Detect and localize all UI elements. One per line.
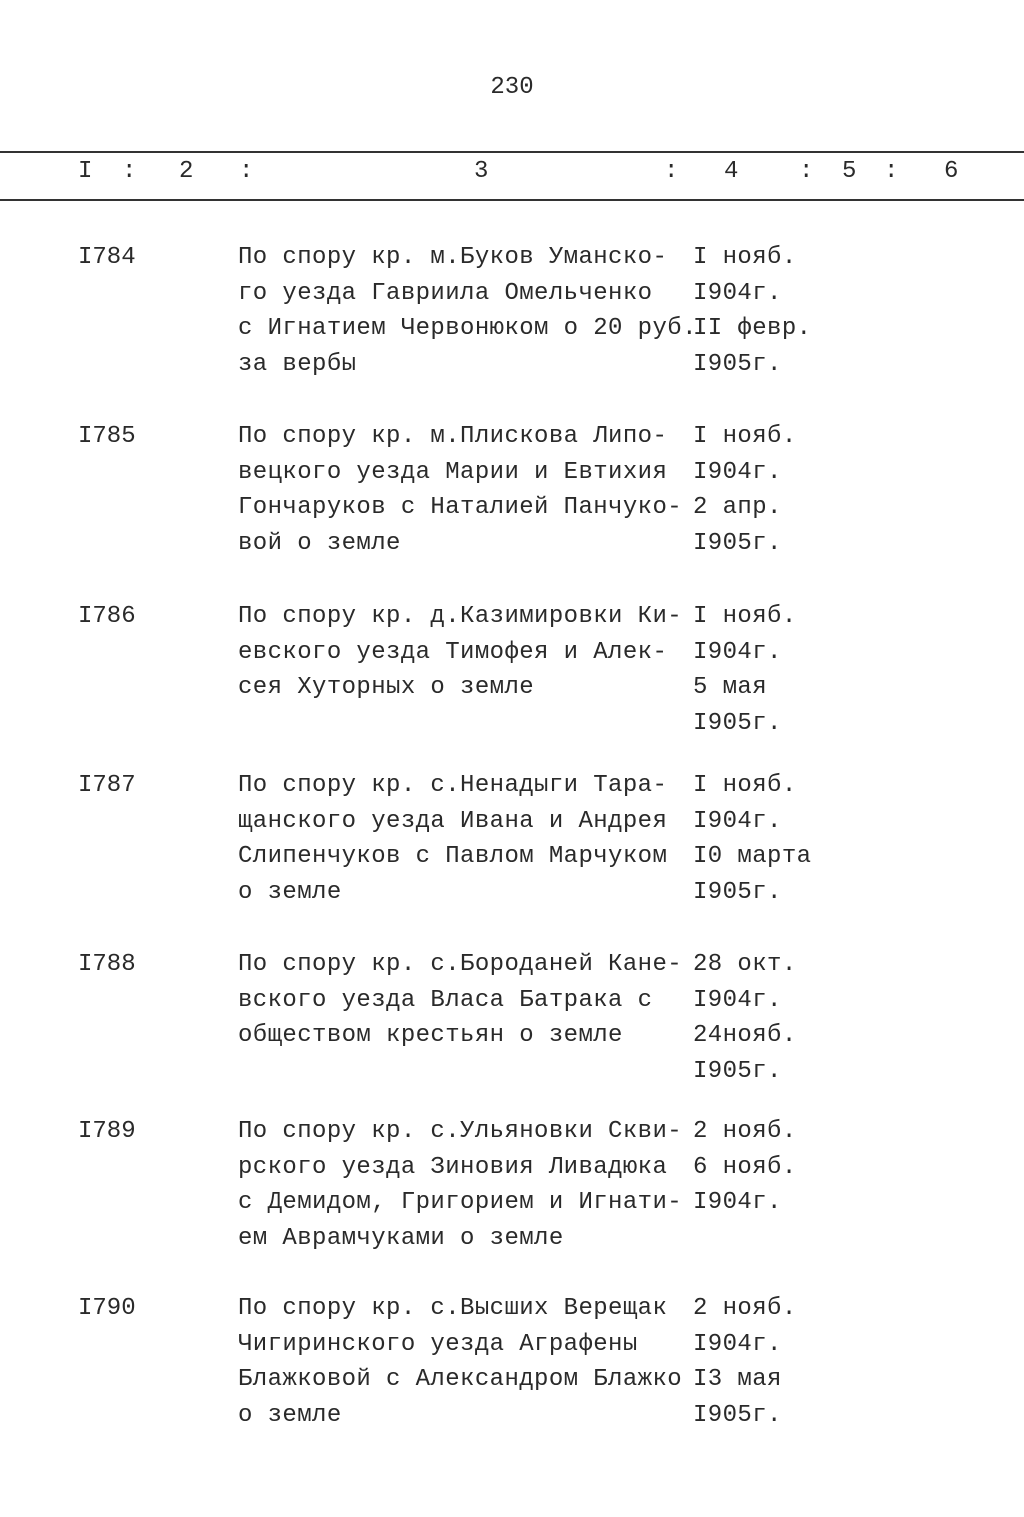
- date-line: I904г.: [693, 986, 782, 1014]
- description-line: за вербы: [238, 350, 357, 378]
- date-line: I904г.: [693, 1330, 782, 1358]
- date-line: I3 мая: [693, 1366, 782, 1394]
- entry-dates: [693, 947, 797, 1089]
- entry-number: I785: [78, 423, 136, 450]
- description-line: По спору кр. м.Буков Уманско-: [238, 244, 668, 271]
- date-line: 6 нояб.: [693, 1153, 797, 1181]
- header-top-rule: [0, 151, 1024, 153]
- description-line: По спору кр. м.Плискова Липо-: [238, 423, 668, 450]
- column-separator: :: [122, 158, 137, 185]
- description-line: ем Аврамчуками о земле: [238, 1224, 564, 1252]
- description-line: вецкого уезда Марии и Евтихия: [238, 458, 668, 486]
- entry-description: [238, 1114, 682, 1256]
- header-bottom-rule: [0, 199, 1024, 201]
- column-separator: :: [664, 158, 679, 185]
- entry-dates: [693, 1114, 797, 1221]
- date-line: II февр.: [693, 315, 812, 343]
- page-number: 230: [490, 74, 534, 101]
- entry-number: I790: [78, 1295, 136, 1322]
- description-line: По спору кр. с.Высших Верещак: [238, 1295, 668, 1322]
- date-line: I905г.: [693, 1401, 782, 1429]
- description-line: сея Хуторных о земле: [238, 674, 535, 702]
- description-line: Блажковой с Александром Блажко: [238, 1366, 683, 1394]
- date-line: I нояб.: [693, 603, 797, 630]
- date-line: I904г.: [693, 458, 782, 486]
- column-header-2: 2: [179, 158, 194, 185]
- description-line: щанского уезда Ивана и Андрея: [238, 807, 668, 835]
- description-line: По спору кр. с.Ульяновки Скви-: [238, 1118, 683, 1145]
- entry-dates: [693, 419, 797, 561]
- entry-number: I787: [78, 772, 136, 799]
- entry-description: [238, 599, 682, 706]
- date-line: I905г.: [693, 1057, 782, 1085]
- description-line: о земле: [238, 878, 342, 906]
- entry-description: [238, 419, 682, 561]
- entry-number: I784: [78, 244, 136, 271]
- column-header-5: 5: [842, 158, 857, 185]
- description-line: обществом крестьян о земле: [238, 1022, 623, 1050]
- date-line: I нояб.: [693, 423, 797, 450]
- description-line: го уезда Гавриила Омельченко: [238, 279, 653, 307]
- column-separator: :: [799, 158, 814, 185]
- entry-description: [238, 947, 682, 1054]
- date-line: 5 мая: [693, 674, 768, 702]
- entry-number: I789: [78, 1118, 136, 1145]
- date-line: I нояб.: [693, 772, 797, 799]
- description-line: рского уезда Зиновия Ливадюка: [238, 1153, 668, 1181]
- date-line: 2 нояб.: [693, 1295, 797, 1322]
- entry-dates: [693, 599, 797, 741]
- date-line: 28 окт.: [693, 951, 797, 978]
- description-line: Чигиринского уезда Аграфены: [238, 1330, 638, 1358]
- date-line: 2 нояб.: [693, 1118, 797, 1145]
- column-header-4: 4: [724, 158, 739, 185]
- description-line: евского уезда Тимофея и Алек-: [238, 638, 668, 666]
- date-line: I905г.: [693, 878, 782, 906]
- entry-dates: [693, 768, 811, 910]
- entry-description: [238, 768, 667, 910]
- column-header-3: 3: [474, 158, 489, 185]
- description-line: с Демидом, Григорием и Игнати-: [238, 1189, 683, 1217]
- date-line: I905г.: [693, 529, 782, 557]
- description-line: вского уезда Власа Батрака с: [238, 986, 653, 1014]
- column-header-1: I: [78, 158, 93, 185]
- description-line: Гончаруков с Наталией Панчуко-: [238, 494, 683, 522]
- entry-number: I788: [78, 951, 136, 978]
- entry-description: [238, 1291, 682, 1433]
- date-line: I904г.: [693, 279, 782, 307]
- description-line: с Игнатием Червонюком о 20 руб.: [238, 315, 697, 343]
- date-line: 2 апр.: [693, 494, 782, 522]
- entry-number: I786: [78, 603, 136, 630]
- column-separator: :: [884, 158, 899, 185]
- description-line: вой о земле: [238, 529, 401, 557]
- date-line: I904г.: [693, 1189, 782, 1217]
- date-line: I0 марта: [693, 843, 812, 871]
- description-line: Слипенчуков с Павлом Марчуком: [238, 843, 668, 871]
- date-line: 24нояб.: [693, 1022, 797, 1050]
- date-line: I904г.: [693, 807, 782, 835]
- date-line: I905г.: [693, 709, 782, 737]
- column-separator: :: [239, 158, 254, 185]
- date-line: I905г.: [693, 350, 782, 378]
- date-line: I904г.: [693, 638, 782, 666]
- date-line: I нояб.: [693, 244, 797, 271]
- description-line: о земле: [238, 1401, 342, 1429]
- entry-description: [238, 240, 697, 382]
- description-line: По спору кр. д.Казимировки Ки-: [238, 603, 683, 630]
- entry-dates: [693, 1291, 797, 1433]
- entry-dates: [693, 240, 811, 382]
- column-header-6: 6: [944, 158, 959, 185]
- description-line: По спору кр. с.Ненадыги Тара-: [238, 772, 668, 799]
- description-line: По спору кр. с.Бороданей Кане-: [238, 951, 683, 978]
